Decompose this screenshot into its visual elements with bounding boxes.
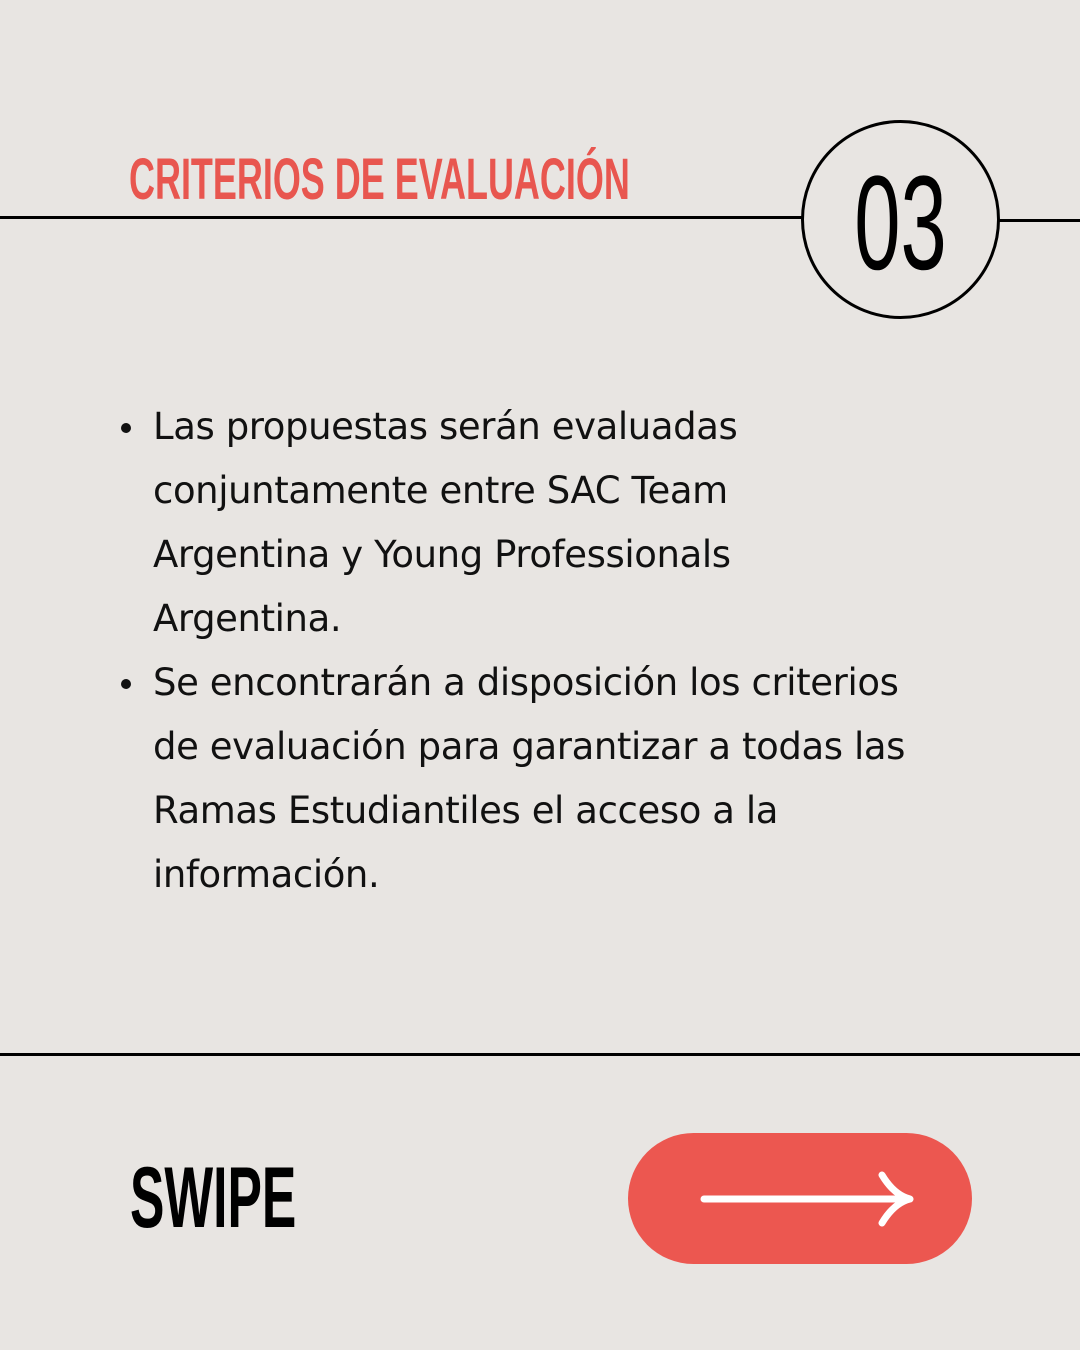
bottom-divider: [0, 1053, 1080, 1056]
bullet-item: [153, 651, 1033, 907]
top-divider-left: [0, 216, 803, 219]
swipe-label: SWIPE: [130, 1150, 297, 1246]
bullet-dot-icon: [121, 423, 131, 433]
bullet-list: [153, 395, 1033, 907]
bullet-text-line: Ramas Estudiantiles el acceso a la: [153, 789, 779, 832]
bullet-text-line: Argentina.: [153, 597, 342, 640]
arrow-right-icon: [698, 1171, 918, 1227]
swipe-next-button[interactable]: [628, 1133, 972, 1264]
bullet-item: [153, 395, 1033, 651]
bullet-text-line: Las propuestas serán evaluadas: [153, 405, 738, 448]
bullet-text-line: Argentina y Young Professionals: [153, 533, 731, 576]
top-divider-right: [997, 219, 1080, 222]
bullet-text-line: información.: [153, 853, 380, 896]
bullet-dot-icon: [121, 679, 131, 689]
bullet-text-line: conjuntamente entre SAC Team: [153, 469, 728, 512]
page-number-badge: [801, 120, 1000, 319]
page-number: 03: [854, 149, 947, 298]
section-title: CRITERIOS DE EVALUACIÓN: [129, 147, 630, 212]
bullet-text-line: de evaluación para garantizar a todas las: [153, 725, 905, 768]
bullet-text-line: Se encontrarán a disposición los criterios: [153, 661, 899, 704]
